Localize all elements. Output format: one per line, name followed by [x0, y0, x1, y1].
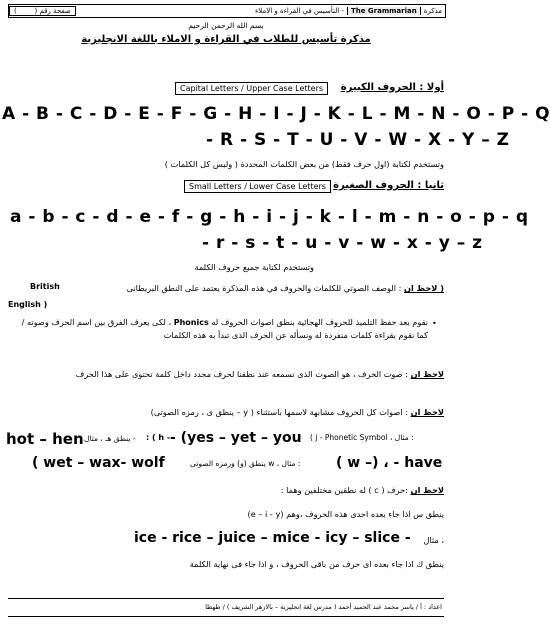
page-close: ) [14, 7, 17, 15]
header-subject: - التأسيس في القراءة و الاملاء [254, 7, 344, 15]
example-h-arabic: - ينطق هـ ، مثال [84, 434, 136, 443]
example-j-symbol: : مثال ، j - Phonetic Symbol ) [310, 433, 414, 442]
note-letter-sound [8, 368, 444, 380]
note-exceptions [8, 406, 444, 418]
phonics-label: Phonics [173, 318, 209, 327]
note1-lead: ( لاحظ ان [403, 283, 444, 293]
british-label: British [30, 282, 60, 291]
uppercase-line-1: A - B - C - D - E - F - G - H - I - J - K - L - M - N - O - P - Q [2, 104, 550, 124]
example-h-words: hot – hen [6, 430, 84, 448]
note4-text: :حرف ( c ) له نطقين مختلفين وهما : [280, 485, 411, 495]
note2-lead: لاحظ ان [410, 369, 444, 379]
footer-divider [8, 598, 444, 599]
section1-heading: أولا : الحروف الكبيرة [340, 82, 444, 93]
example-w-arabic: : مثال ، w ينطق (و) ورمزه الصوتى [190, 459, 301, 468]
footer-bottom-line [8, 616, 444, 617]
basmala: بسم الله الرحمن الرحيم [188, 21, 264, 30]
bullet-dot: • [432, 319, 437, 328]
example-w-words: ( wet – wax- wolf [32, 455, 165, 471]
c-soft-examples: ice - rice – juice – mice - icy – slice - [134, 530, 411, 546]
c-hard-rule: ينطق ك اذا جاء بعده اى حرف من باقى الحروف ، و اذا جاء فى نهاية الكلمة [189, 559, 444, 569]
section1-box: Capital Letters / Upper Case Letters [175, 82, 328, 95]
note1-text: : الوصف الصوتي للكلمات والحروف في هذه المذكرة يعتمد على النطق البريطانى [126, 283, 404, 293]
lowercase-line-2: - r - s - t - u - v - w - x - y – z [202, 233, 483, 253]
bullet-text [8, 316, 428, 341]
c-soft-rule: ينطق س اذا جاء بعده احدى هذه الحروف ،وهم (e – i - y) [247, 509, 444, 519]
english-label: English ) [8, 300, 48, 309]
header-brand: The Grammarian [347, 7, 421, 15]
example-y-words: - (yes – yet – you [170, 430, 302, 446]
note-letter-c [8, 484, 444, 496]
c-soft-mithal: ، مثال [423, 535, 444, 545]
section2-note: وتستخدم لكتابة جميع حروف الكلمة [194, 262, 314, 272]
header-bar [8, 4, 446, 18]
note-british [8, 282, 444, 294]
lowercase-line-1: a - b - c - d - e - f - g - h - i - j - k - l - m - n - o - p - q [10, 207, 529, 227]
section2-heading: ثانيا : الحروف الصغيرة [333, 180, 444, 191]
bullet-lead: نقوم بعد حفظ التلميذ للحروف الهجائية بنطق اصوات الحروف له [211, 317, 428, 327]
footer-credit: اعداد : أ / ياسر محمد عبد الحميد أحمد ( مدرس لغة انجليزية – بالازهر الشريف ) / طهطا [205, 603, 442, 611]
note4-lead: لاحظ ان [410, 485, 444, 495]
section2-box: Small Letters / Lower Case Letters [184, 180, 331, 193]
note3-lead: لاحظ ان [410, 407, 444, 417]
page-title: مذكرة تأسيس للطلاب في القراءة و الاملاء باللغة الانجليزية [81, 34, 371, 45]
bullet-rest: ، لكى يعرف الفرق بين اسم الحرف وصوته / كما نقوم بقراءة كلمات منفردة له ونسأله عن الحرف الذى تبدأ به هذه الكلمات [21, 317, 428, 340]
example-have: ( w –) ، - have [336, 455, 443, 471]
section1-note: وتستخدم لكتابة (اول حرف فقط) من بعض الكلمات المحددة ( وليس كل الكلمات ) [164, 159, 444, 169]
note2-text: : صوت الحرف ، هو الصوت الذى نسمعه عند نطقنا لحرف محدد داخل كلمة تحتوى على هذا الحرف [75, 369, 411, 379]
header-label: مذكرة [423, 7, 442, 15]
example-h-letter: : ( h - [146, 433, 171, 442]
page-label: صفحة رقم ( [34, 7, 71, 15]
header-page-number [9, 6, 76, 16]
note3-text: : اصوات كل الحروف مشابهة لاسمها باستثناء ( y – ينطق ى ، رمزه الصوتى) [150, 407, 411, 417]
uppercase-line-2: - R - S - T - U - V - W - X - Y – Z [206, 130, 510, 150]
